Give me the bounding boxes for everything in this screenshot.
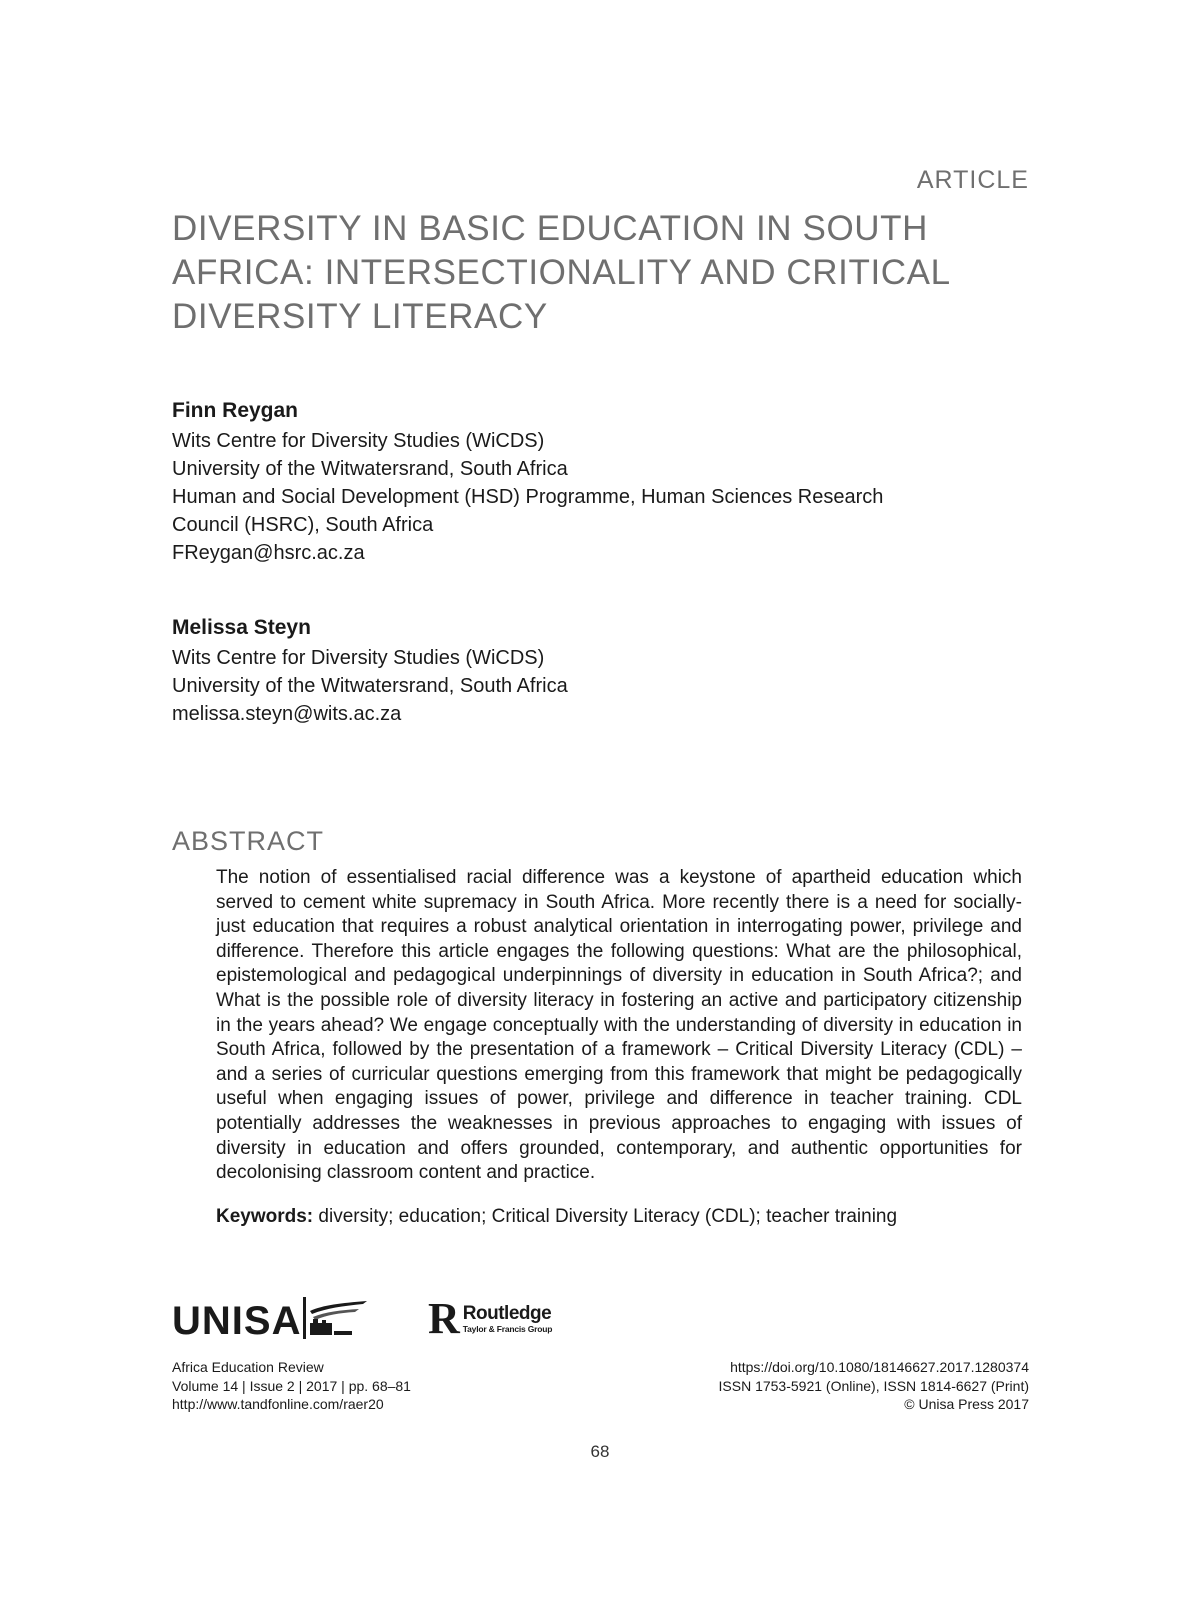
author-email[interactable]: melissa.steyn@wits.ac.za [172,703,402,725]
title-line: AFRICA: INTERSECTIONALITY AND CRITICAL [172,253,951,292]
unisa-emblem-icon [301,1295,369,1341]
abstract-heading: ABSTRACT [172,826,325,856]
routledge-logo [428,1294,553,1343]
keywords-label: Keywords: [216,1206,314,1227]
keywords-list: diversity; education; Critical Diversity Literacy (CDL); teacher training [318,1206,898,1227]
routledge-name: Routledge [462,1303,552,1324]
author-affiliation: Human and Social Development (HSD) Programme, Human Sciences Research [172,486,884,508]
unisa-logo [172,1295,369,1341]
author-name: Finn Reygan [172,399,299,422]
author-affiliation: University of the Witwatersrand, South Africa [172,675,568,697]
journal-name: Africa Education Review [172,1359,324,1375]
article-type-label: ARTICLE [916,166,1029,194]
author-block-reygan [172,397,1002,567]
routledge-wordmark [463,1304,552,1334]
volume-info: Volume 14 | Issue 2 | 2017 | pp. 68–81 [172,1377,411,1394]
title-line: DIVERSITY LITERACY [172,297,548,336]
author-block-steyn [172,614,1002,728]
copyright: © Unisa Press 2017 [904,1396,1029,1412]
issn: ISSN 1753-5921 (Online), ISSN 1814-6627 (Print) [718,1377,1029,1394]
page-number: 68 [590,1442,610,1461]
journal-url[interactable]: http://www.tandfonline.com/raer20 [172,1396,384,1412]
article-title [172,207,1022,339]
routledge-group: Taylor & Francis Group [462,1324,553,1334]
routledge-r-icon: R [428,1294,460,1343]
footer-publication-info [719,1358,1030,1414]
author-affiliation: Council (HSRC), South Africa [172,514,434,536]
keywords [216,1205,1022,1229]
author-affiliation: Wits Centre for Diversity Studies (WiCDS) [172,430,545,452]
author-affiliation: Wits Centre for Diversity Studies (WiCDS) [172,647,545,669]
abstract-text: The notion of essentialised racial difference was a keystone of apartheid education which served to cement white supremacy in South Africa. More recently there is a need for socially-just education that requires a robust analytical orientation in interrogating power, privilege and difference. Therefore this article engages the following questions: What are the philosophical, epistemological and pedagogical underpinnings of diversity in education in South Africa?; and What is the possible role of diversity literacy in fostering an active and participatory citizenship in the years ahead? We engage conceptually with the understanding of diversity in education in South Africa, followed by the presentation of a framework – Critical Diversity Literacy (CDL) – and a series of curricular questions emerging from this framework that might be pedagogically useful when engaging issues of power, privilege and difference in teacher training. CDL potentially addresses the weaknesses in previous approaches to engaging with issues of diversity in education and offers grounded, contemporary, and authentic opportunities for decolonising classroom content and practice. [216,867,1022,1184]
footer-journal-info [172,1358,411,1414]
author-email[interactable]: FReygan@hsrc.ac.za [172,542,365,564]
author-affiliation: University of the Witwatersrand, South Africa [172,458,568,480]
author-name: Melissa Steyn [172,616,311,639]
doi-link[interactable]: https://doi.org/10.1080/18146627.2017.1280374 [730,1359,1029,1375]
unisa-wordmark: UNISA [172,1299,302,1343]
title-line: DIVERSITY IN BASIC EDUCATION IN SOUTH [172,209,929,248]
